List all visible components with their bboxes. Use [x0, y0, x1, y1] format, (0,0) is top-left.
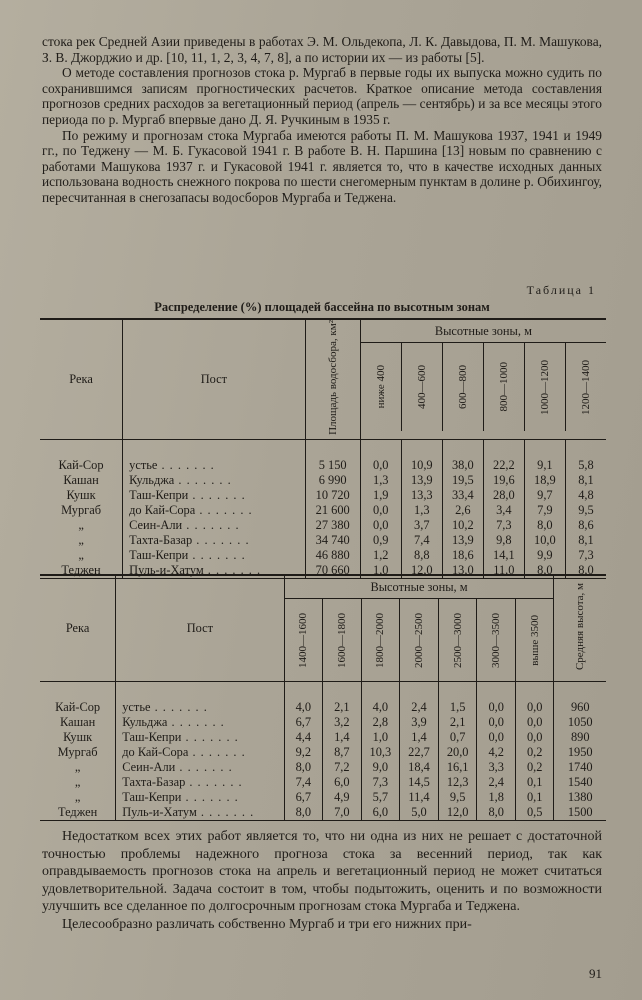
header-post: Пост: [116, 575, 284, 682]
leader-dots: . . . . . . .: [175, 760, 233, 774]
header-post: Пост: [123, 319, 306, 439]
cell-value: 9,5: [565, 503, 606, 518]
cell-value: 9,5: [438, 790, 477, 805]
cell-value: 10,9: [401, 458, 442, 473]
cell-value: 2,8: [361, 715, 400, 730]
post-name: Пуль-и-Хатум: [122, 805, 197, 819]
cell-area: 21 600: [305, 503, 360, 518]
table-row: [40, 805, 606, 821]
zones-group-label: Высотные зоны, м: [285, 576, 554, 599]
cell-river: Кай-Сор: [58, 457, 104, 472]
cell-mean-height: 1050: [554, 715, 606, 730]
cell-value: 0,0: [477, 730, 516, 745]
cell-post: [123, 518, 306, 533]
cell-mean-height: 890: [554, 730, 606, 745]
zone-label: ниже 400: [374, 365, 387, 409]
cell-value: 8,1: [565, 473, 606, 488]
table-header: [40, 319, 606, 439]
paragraph: По режиму и прогнозам стока Мургаба имеются работы П. М. Машукова 1937, 1941 и 1949 гг., по Теджену — М. Б. Гукасовой 1941 г. В работе В. Н. Паршина [13] новым по сравнению с работами Машукова 1937 г. и Гукасовой 1941 г. является то, что в качестве исходных данных использована водность снежного покрова по шести снегомерным пунктам в долине р. Обихингоу, пересчитанная в снегозапасы водосборов Мургаба и Теджена.: [42, 127, 602, 205]
page-number: 91: [589, 966, 602, 981]
cell-area: 27 380: [305, 518, 360, 533]
post-name: Таш-Кепри: [122, 730, 182, 744]
cell-value: 28,0: [483, 488, 524, 503]
zone-label: 1600—1800: [335, 612, 348, 668]
cell-post: [123, 503, 306, 518]
table-row: [40, 730, 606, 745]
cell-river: Мургаб: [57, 745, 98, 759]
cell-value: 5,8: [565, 458, 606, 473]
cell-value: 8,0: [524, 563, 565, 579]
table-altitude-1: [40, 318, 606, 579]
cell-river: Кашан: [63, 472, 99, 487]
paragraph: Целесообразно различать собственно Мургаб и три его нижних при-: [62, 916, 472, 932]
table-row: [40, 488, 606, 503]
leader-dots: . . . . . . .: [182, 517, 240, 532]
cell-value: 1,8: [477, 790, 516, 805]
zones-header: [284, 575, 554, 682]
post-name: Сеин-Али: [129, 517, 183, 532]
cell-river: Теджен: [40, 563, 123, 579]
cell-value: 7,9: [524, 503, 565, 518]
cell-value: 1,0: [361, 730, 400, 745]
header-mean-height: Средняя высота, м: [574, 582, 587, 671]
cell-value: 13,9: [442, 533, 483, 548]
cell-river: Теджен: [40, 805, 116, 821]
cell-post: [123, 488, 306, 503]
leader-dots: . . . . . . .: [195, 502, 253, 517]
cell-value: 19,6: [483, 473, 524, 488]
table-row: [40, 503, 606, 518]
cell-value: 11,0: [483, 563, 524, 579]
leader-dots: . . . . . . .: [174, 472, 232, 487]
cell-value: 0,0: [477, 715, 516, 730]
cell-value: 1,0: [360, 563, 401, 579]
cell-value: 38,0: [442, 458, 483, 473]
leader-dots: . . . . . . .: [188, 547, 246, 562]
leader-dots: . . . . . . .: [150, 700, 208, 714]
cell-value: 0,2: [515, 745, 554, 760]
cell-value: 0,0: [515, 715, 554, 730]
cell-value: 7,3: [565, 548, 606, 563]
cell-value: 1,3: [401, 503, 442, 518]
cell-value: 0,9: [360, 533, 401, 548]
cell-post: [116, 790, 284, 805]
cell-value: 1,5: [438, 700, 477, 715]
cell-mean-height: 1540: [554, 775, 606, 790]
post-name: Таш-Кепри: [122, 790, 182, 804]
leader-dots: . . . . . . .: [181, 730, 239, 744]
cell-value: 7,4: [401, 533, 442, 548]
zone-label: 3000—3500: [490, 612, 503, 668]
cell-value: 7,4: [284, 775, 323, 790]
cell-value: 18,4: [400, 760, 439, 775]
cell-area: 46 880: [305, 548, 360, 563]
cell-value: 8,1: [565, 533, 606, 548]
cell-area: 34 740: [305, 533, 360, 548]
cell-post: [116, 715, 284, 730]
cell-value: 7,0: [323, 805, 362, 821]
cell-post: [116, 760, 284, 775]
zone-label: 400—600: [415, 365, 428, 409]
cell-mean-height: 1500: [554, 805, 606, 821]
cell-value: 9,1: [524, 458, 565, 473]
zone-label: 800—1000: [497, 362, 510, 412]
zone-label: 2000—2500: [413, 612, 426, 668]
leader-dots: . . . . . . .: [185, 775, 243, 789]
post-name: Тахта-Базар: [129, 532, 193, 547]
cell-value: 1,4: [323, 730, 362, 745]
zone-label: 600—800: [456, 365, 469, 409]
table-row: [40, 533, 606, 548]
header-river: Река: [40, 319, 123, 439]
cell-post: [123, 473, 306, 488]
cell-value: 10,3: [361, 745, 400, 760]
cell-value: 8,0: [477, 805, 516, 821]
table-row: [40, 473, 606, 488]
cell-value: 3,2: [323, 715, 362, 730]
cell-area: 5 150: [305, 458, 360, 473]
leader-dots: . . . . . . .: [167, 715, 225, 729]
table-row: [40, 775, 606, 790]
post-name: Кульджа: [129, 472, 175, 487]
post-name: устье: [122, 700, 151, 714]
cell-value: 18,6: [442, 548, 483, 563]
zones-header: [360, 319, 606, 439]
cell-value: 10,2: [442, 518, 483, 533]
cell-river: „: [74, 760, 81, 774]
cell-value: 2,4: [400, 700, 439, 715]
leader-dots: . . . . . . .: [188, 487, 246, 502]
table-label: Таблица 1: [526, 283, 596, 297]
cell-value: 3,4: [483, 503, 524, 518]
cell-value: 0,2: [515, 760, 554, 775]
cell-value: 0,7: [438, 730, 477, 745]
cell-value: 9,8: [483, 533, 524, 548]
cell-value: 0,0: [360, 458, 401, 473]
leader-dots: . . . . . . .: [181, 790, 239, 804]
cell-post: [116, 730, 284, 745]
cell-value: 0,0: [515, 730, 554, 745]
cell-value: 6,7: [284, 715, 323, 730]
leader-dots: . . . . . . .: [192, 532, 250, 547]
cell-value: 1,2: [360, 548, 401, 563]
cell-area: 6 990: [305, 473, 360, 488]
cell-value: 0,1: [515, 775, 554, 790]
cell-value: 4,8: [565, 488, 606, 503]
cell-post: [116, 775, 284, 790]
cell-value: 7,3: [483, 518, 524, 533]
cell-post: [116, 745, 284, 760]
cell-mean-height: 1950: [554, 745, 606, 760]
cell-post: [123, 458, 306, 473]
header-area: Площадь водосбора, км²: [326, 320, 339, 435]
cell-value: 12,0: [401, 563, 442, 579]
paragraph: стока рек Средней Азии приведены в работах Э. М. Ольдекопа, Л. К. Давыдова, П. М. Машукова, З. В. Джорджио и др. [10, 11, 1, 2, 3, 4, 7, 8], а по истории их — из работы [5].: [42, 34, 602, 65]
cell-river: „: [78, 547, 84, 562]
cell-value: 16,1: [438, 760, 477, 775]
cell-value: 11,4: [400, 790, 439, 805]
cell-river: „: [74, 775, 81, 789]
cell-value: 4,0: [284, 700, 323, 715]
cell-area: 10 720: [305, 488, 360, 503]
cell-value: 10,0: [524, 533, 565, 548]
cell-value: 1,4: [400, 730, 439, 745]
cell-value: 1,3: [360, 473, 401, 488]
cell-value: 33,4: [442, 488, 483, 503]
zone-label: 1200—1400: [579, 359, 592, 415]
leader-dots: . . . . . . .: [157, 457, 215, 472]
cell-value: 13,0: [442, 563, 483, 579]
post-name: до Кай-Сора: [129, 502, 196, 517]
zones-group-label: Высотные зоны, м: [361, 320, 606, 343]
leader-dots: . . . . . . .: [196, 805, 255, 819]
zone-label: выше 3500: [528, 614, 541, 666]
table-title: Распределение (%) площадей бассейна по высотным зонам: [154, 300, 490, 314]
cell-river: Кушк: [63, 730, 93, 744]
cell-value: 9,9: [524, 548, 565, 563]
cell-value: 19,5: [442, 473, 483, 488]
table-row: [40, 760, 606, 775]
cell-value: 0,0: [360, 518, 401, 533]
table-row: [40, 548, 606, 563]
cell-value: 22,7: [400, 745, 439, 760]
table-header: [40, 575, 606, 682]
cell-value: 12,0: [438, 805, 477, 821]
table-row: [40, 745, 606, 760]
cell-value: 6,7: [284, 790, 323, 805]
cell-value: 7,3: [361, 775, 400, 790]
cell-value: 2,1: [438, 715, 477, 730]
cell-value: 9,7: [524, 488, 565, 503]
cell-post: [123, 548, 306, 563]
post-name: Таш-Кепри: [129, 547, 189, 562]
text-block-bottom: [42, 828, 602, 933]
post-name: Тахта-Базар: [122, 775, 186, 789]
cell-value: 5,7: [361, 790, 400, 805]
cell-value: 8,0: [284, 760, 323, 775]
cell-value: 1,9: [360, 488, 401, 503]
cell-value: 18,9: [524, 473, 565, 488]
cell-value: 13,9: [401, 473, 442, 488]
leader-dots: . . . . . . .: [203, 562, 262, 577]
cell-post: [116, 700, 284, 715]
cell-value: 0,5: [515, 805, 554, 821]
table-row: [40, 518, 606, 533]
cell-value: 4,0: [361, 700, 400, 715]
cell-mean-height: 960: [554, 700, 606, 715]
cell-value: 14,1: [483, 548, 524, 563]
cell-value: 4,4: [284, 730, 323, 745]
table-row: [40, 458, 606, 473]
cell-value: 8,7: [323, 745, 362, 760]
cell-value: 8,0: [284, 805, 323, 821]
table-altitude-2: [40, 574, 606, 821]
cell-value: 0,0: [360, 503, 401, 518]
header-river: Река: [40, 575, 116, 682]
cell-value: 9,2: [284, 745, 323, 760]
cell-value: 2,1: [323, 700, 362, 715]
cell-value: 22,2: [483, 458, 524, 473]
cell-river: Кай-Сор: [55, 700, 101, 714]
cell-value: 8,0: [524, 518, 565, 533]
paragraph: Недостатком всех этих работ является то, что ни одна из них не решает с достаточной точностью проблемы надежного прогноза стока за весенний период, так как оправдываемость прогнозов стока на апрель и вегетационный период не может считаться удовлетворительной. Задача состоит в том, чтобы подытожить, оценить и по возможности улучшить все сделанное по долгосрочным прогнозам стока Мургаба и Теджена.: [42, 829, 602, 914]
cell-value: 3,9: [400, 715, 439, 730]
cell-value: 8,0: [565, 563, 606, 579]
cell-value: 0,1: [515, 790, 554, 805]
cell-value: 3,3: [477, 760, 516, 775]
zone-label: 1000—1200: [538, 359, 551, 415]
cell-value: 4,9: [323, 790, 362, 805]
cell-value: 2,4: [477, 775, 516, 790]
post-name: Пуль-и-Хатум: [129, 562, 204, 577]
cell-value: 6,0: [323, 775, 362, 790]
cell-value: 0,0: [515, 700, 554, 715]
cell-mean-height: 1740: [554, 760, 606, 775]
cell-river: Мургаб: [61, 502, 102, 517]
cell-value: 3,7: [401, 518, 442, 533]
table-row: [40, 715, 606, 730]
cell-value: 12,3: [438, 775, 477, 790]
cell-value: 13,3: [401, 488, 442, 503]
cell-value: 8,8: [401, 548, 442, 563]
cell-value: 7,2: [323, 760, 362, 775]
cell-value: 5,0: [400, 805, 439, 821]
cell-river: „: [78, 517, 84, 532]
cell-river: „: [78, 532, 84, 547]
cell-value: 14,5: [400, 775, 439, 790]
post-name: устье: [129, 457, 158, 472]
leader-dots: . . . . . . .: [188, 745, 246, 759]
table-row: [40, 700, 606, 715]
cell-river: „: [74, 790, 81, 804]
cell-value: 9,0: [361, 760, 400, 775]
post-name: Сеин-Али: [122, 760, 176, 774]
post-name: до Кай-Сора: [122, 745, 189, 759]
cell-area: 70 660: [305, 563, 360, 579]
cell-value: 20,0: [438, 745, 477, 760]
cell-value: 2,6: [442, 503, 483, 518]
zone-label: 2500—3000: [451, 612, 464, 668]
table-row: [40, 790, 606, 805]
cell-post: [123, 533, 306, 548]
text-block-top: [42, 34, 602, 206]
zone-label: 1400—1600: [297, 612, 310, 668]
cell-value: 4,2: [477, 745, 516, 760]
cell-mean-height: 1380: [554, 790, 606, 805]
cell-value: 8,6: [565, 518, 606, 533]
post-name: Таш-Кепри: [129, 487, 189, 502]
cell-river: Кашан: [59, 715, 96, 729]
post-name: Кульджа: [122, 715, 168, 729]
cell-value: 6,0: [361, 805, 400, 821]
cell-value: 0,0: [477, 700, 516, 715]
cell-post: [116, 805, 284, 821]
paragraph: О методе составления прогнозов стока р. Мургаб в первые годы их выпуска можно судить по сохранившимся записям прогностических расчетов. Краткое описание метода составления прогнозов средних расходов за вегетационный период (апрель — сентябрь) и за все месяцы этого периода по р. Мургаб впервые дано Д. Я. Ручкиным в 1935 г.: [42, 65, 602, 127]
zone-label: 1800—2000: [374, 612, 387, 668]
cell-river: Кушк: [66, 487, 96, 502]
